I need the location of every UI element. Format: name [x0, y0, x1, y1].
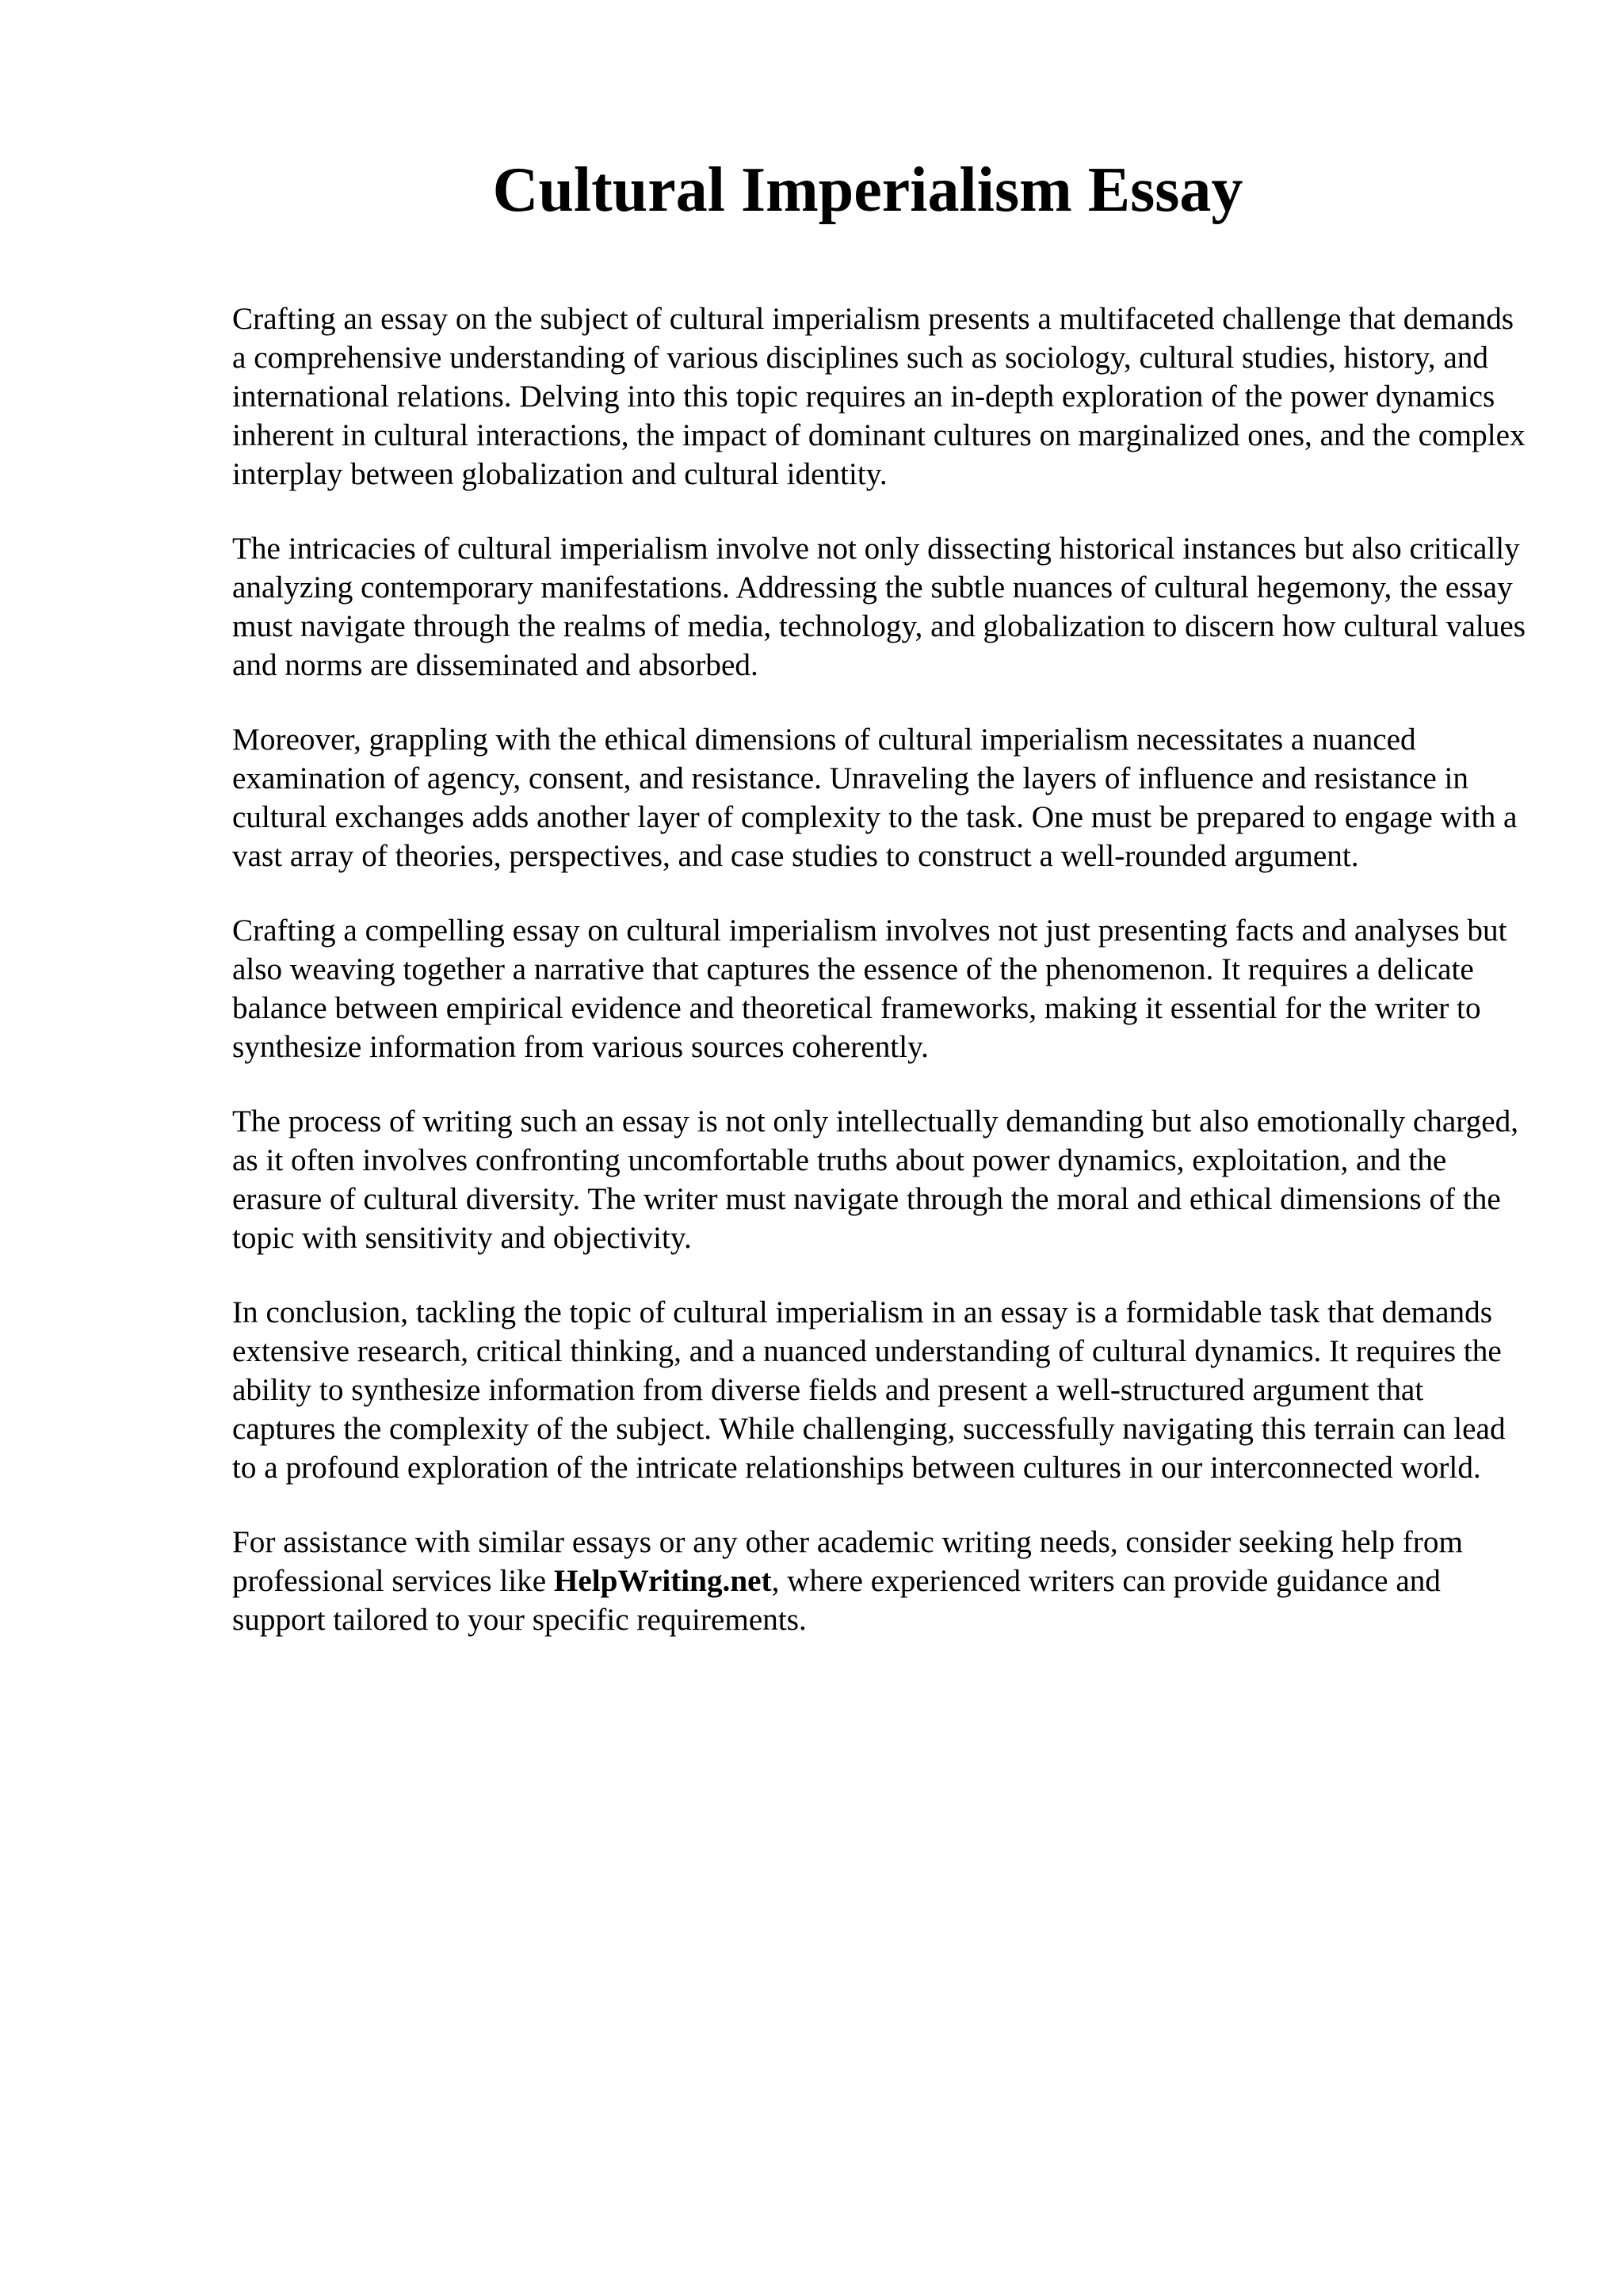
paragraph-4: Crafting a compelling essay on cultural imperialism involves not just presenting facts and analyses but also weaving together a narrative that captures the essence of the phenomenon. It requires a delicate balance between empirical evidence and theoretical frameworks, making it essential for the writer to synthesize information from various sources coherently. — [232, 913, 1507, 1064]
closing-paragraph — [232, 1523, 1532, 1639]
brand-name: HelpWriting.net — [553, 1564, 772, 1598]
closing-text-before: For assistance with similar essays or any other academic writing needs, consider seeking help from professional services like — [232, 1525, 1463, 1598]
paragraph-2: The intricacies of cultural imperialism involve not only dissecting historical instances but also critically analyzing contemporary manifestations. Addressing the subtle nuances of cultural hegemony, the essay must navigate through the realms of media, technology, and globalization to discern how cultural values and norms are disseminated and absorbed. — [232, 532, 1526, 682]
paragraph-5: The process of writing such an essay is not only intellectually demanding but also emotionally charged, as it often involves confronting uncomfortable truths about power dynamics, exploitation, and the erasure of cultural diversity. The writer must navigate through the moral and ethical dimensions of the topic with sensitivity and objectivity. — [232, 1104, 1519, 1255]
page-title: Cultural Imperialism Essay — [492, 155, 1243, 225]
paragraph-1: Crafting an essay on the subject of cultural imperialism presents a multifaceted challenge that demands a comprehensive understanding of various disciplines such as sociology, cultural studies, history, and international relations. Delving into this topic requires an in-depth exploration of the power dynamics inherent in cultural interactions, the impact of dominant cultures on marginalized ones, and the complex interplay between globalization and cultural identity. — [232, 302, 1526, 491]
paragraph-3: Moreover, grappling with the ethical dimensions of cultural imperialism necessitates a nuanced examination of agency, consent, and resistance. Unraveling the layers of influence and resistance in cultural exchanges adds another layer of complexity to the task. One must be prepared to engage with a vast array of theories, perspectives, and case studies to construct a well-rounded argument. — [232, 723, 1518, 873]
paragraph-6: In conclusion, tackling the topic of cultural imperialism in an essay is a formidable task that demands extensive research, critical thinking, and a nuanced understanding of cultural dynamics. It requires the ability to synthesize information from diverse fields and present a well-structured argument that captures the complexity of the subject. While challenging, successfully navigating this terrain can lead to a profound exploration of the intricate relationships between cultures in our interconnected world. — [232, 1295, 1506, 1485]
closing-text-after: , where experienced writers can provide guidance and support tailored to your specific requirements. — [232, 1564, 1441, 1637]
essay-body — [232, 299, 1532, 1675]
